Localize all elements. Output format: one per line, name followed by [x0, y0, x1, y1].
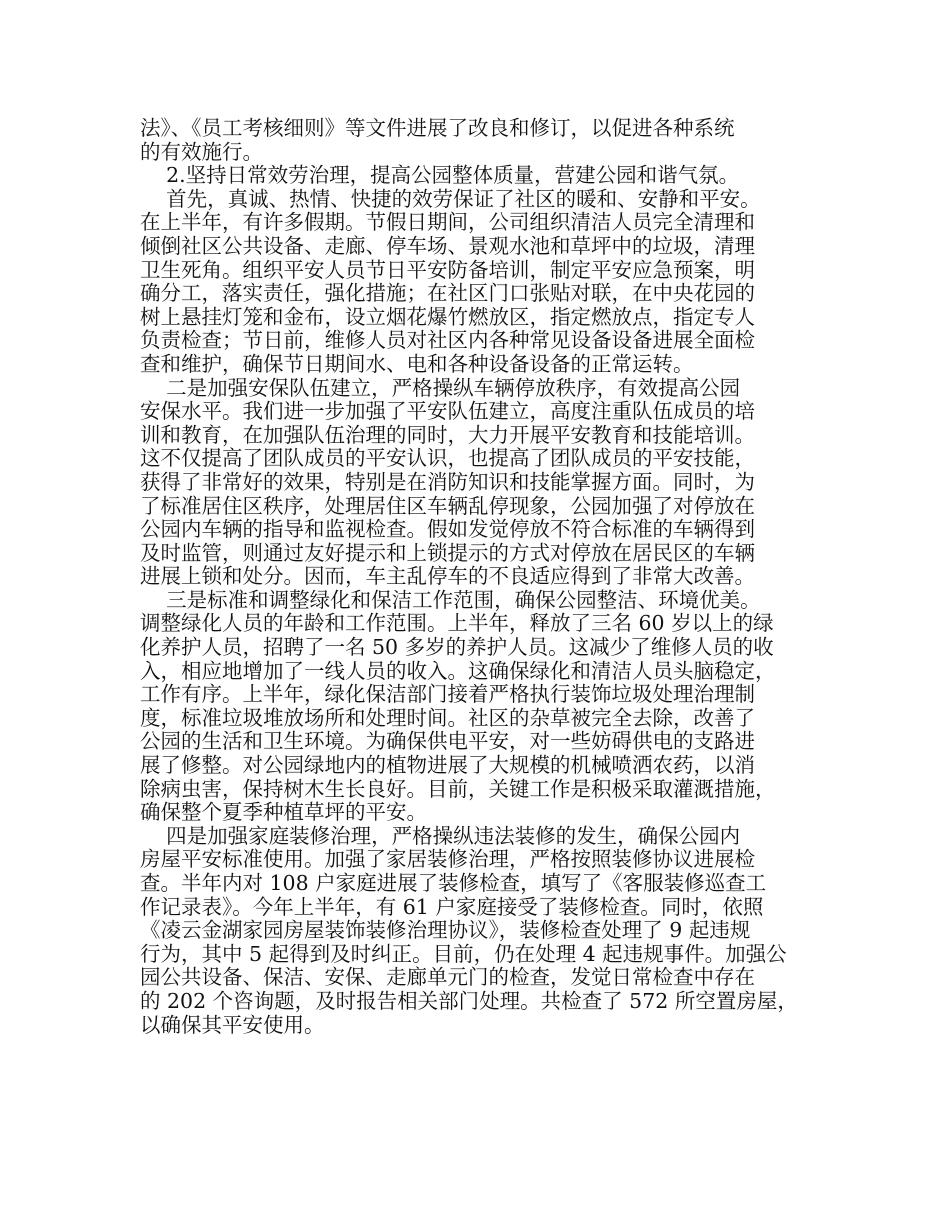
text-line: 入，相应地增加了一线人员的收入。这确保绿化和清洁人员头脑稳定， — [140, 658, 776, 683]
text-line: 负责检查；节日前，维修人员对社区内各种常见设备设备进展全面检 — [140, 328, 755, 353]
text-line: 及时监管，则通过友好提示和上锁提示的方式对停放在居民区的车辆 — [140, 540, 755, 565]
text-line: 查。半年内对 108 户家庭进展了装修检查，填写了《客服装修巡查工 — [140, 871, 767, 895]
text-line: 三是标准和调整绿化和保洁工作范围，确保公园整洁、环境优美。 — [140, 587, 761, 612]
text-line: 调整绿化人员的年龄和工作范围。上半年，释放了三名 60 岁以上的绿 — [140, 611, 774, 636]
text-line: 法》、《员工考核细则》等文件进展了改良和修订，以促进各种系统 — [140, 116, 735, 140]
document-body — [140, 117, 820, 1037]
text-line: 园公共设备、保洁、安保、走廊单元门的检查，发觉日常检查中存在 — [140, 965, 755, 990]
text-line: 训和教育，在加强队伍治理的同时，大力开展平安教育和技能培训。 — [140, 422, 755, 447]
text-line: 公园内车辆的指导和监视检查。假如发觉停放不符合标准的车辆得到 — [140, 517, 755, 542]
text-line: 进展上锁和处分。因而，车主乱停车的不良适应得到了非常大改善。 — [140, 564, 755, 589]
text-line: 查和维护，确保节日期间水、电和各种设备设备的正常运转。 — [140, 351, 694, 376]
text-line: 树上悬挂灯笼和金布，设立烟花爆竹燃放区，指定燃放点，指定专人 — [140, 304, 755, 329]
text-line: 2.坚持日常效劳治理，提高公园整体质量，营建公园和谐气氛。 — [140, 163, 740, 188]
text-line: 《凌云金湖家园房屋装饰装修治理协议》，装修检查处理了 9 起违规 — [140, 918, 751, 943]
text-line: 行为，其中 5 起得到及时纠正。目前，仍在处理 4 起违规事件。加强公 — [140, 941, 787, 966]
text-line: 二是加强安保队伍建立，严格操纵车辆停放秩序，有效提高公园 — [140, 375, 741, 400]
text-line: 工作有序。上半年，绿化保洁部门接着严格执行装饰垃圾处理治理制 — [140, 682, 755, 707]
text-line: 获得了非常好的效果，特别是在消防知识和技能掌握方面。同时，为 — [140, 469, 755, 494]
text-line: 公园的生活和卫生环境。为确保供电平安，对一些妨碍供电的支路进 — [140, 729, 755, 754]
text-line: 在上半年，有许多假期。节假日期间，公司组织清洁人员完全清理和 — [140, 210, 755, 235]
text-line: 以确保其平安使用。 — [140, 1012, 325, 1037]
text-line: 这不仅提高了团队成员的平安认识，也提高了团队成员的平安技能， — [140, 446, 755, 471]
text-line: 的有效施行。 — [140, 139, 263, 164]
text-line: 作记录表》。今年上半年，有 61 户家庭接受了装修检查。同时，依照 — [140, 894, 764, 919]
text-line: 安保水平。我们进一步加强了平安队伍建立，高度注重队伍成员的培 — [140, 399, 755, 424]
text-line: 除病虫害，保持树木生长良好。目前，关键工作是积极采取灌溉措施， — [140, 776, 776, 801]
text-line: 首先，真诚、热情、快捷的效劳保证了社区的暖和、安静和平安。 — [140, 186, 761, 211]
text-line: 度，标准垃圾堆放场所和处理时间。社区的杂草被完全去除，改善了 — [140, 705, 755, 730]
text-line: 的 202 个咨询题，及时报告相关部门处理。共检查了 572 所空置房屋， — [140, 988, 798, 1013]
text-line: 化养护人员，招聘了一名 50 多岁的养护人员。这减少了维修人员的收 — [140, 635, 774, 660]
text-line: 倾倒社区公共设备、走廊、停车场、景观水池和草坪中的垃圾，清理 — [140, 233, 755, 258]
text-line: 卫生死角。组织平安人员节日平安防备培训，制定平安应急预案，明 — [140, 257, 755, 282]
text-line: 了标准居住区秩序，处理居住区车辆乱停现象，公园加强了对停放在 — [140, 493, 755, 518]
text-line: 房屋平安标准使用。加强了家居装修治理，严格按照装修协议进展检 — [140, 847, 755, 872]
text-line: 确保整个夏季种植草坪的平安。 — [140, 800, 427, 825]
text-line: 展了修整。对公园绿地内的植物进展了大规模的机械喷洒农药，以消 — [140, 753, 755, 778]
text-line: 确分工，落实责任，强化措施；在社区门口张贴对联，在中央花园的 — [140, 281, 755, 306]
text-line: 四是加强家庭装修治理，严格操纵违法装修的发生，确保公园内 — [140, 823, 741, 848]
